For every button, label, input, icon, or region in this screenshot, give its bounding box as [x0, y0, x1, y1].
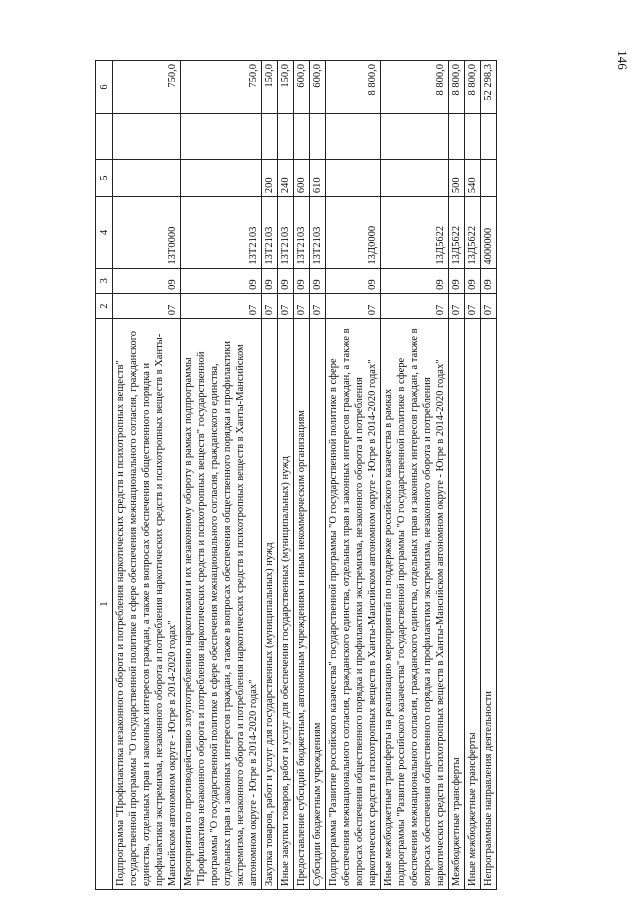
- row-amount: 600,0: [310, 61, 326, 114]
- table-row: [278, 61, 294, 890]
- row-description: Иные межбюджетные трансферты: [465, 319, 481, 890]
- column-header: 1: [96, 319, 113, 890]
- row-empty: [294, 114, 310, 160]
- table-row: [113, 61, 181, 890]
- row-section: 07: [294, 293, 310, 318]
- row-expense-type: 500: [449, 160, 465, 197]
- row-target-code: 4000000: [481, 197, 497, 268]
- row-description: Закупка товаров, работ и услуг для государственных (муниципальных) нужд: [262, 319, 278, 890]
- row-description: Иные межбюджетные трансферты на реализацию мероприятий по поддержке российского казачества в рамках подпрограммы "Развитие российского казачества" государственной программы "О государственной политике в сфере обеспечения межнационального согласия, гражданского единства, отдельных прав и законных интересов граждан, а также в вопросах обеспечения общественного порядка и профилактики экстремизма, незаконного оборота и потребления наркотических средств и психотропных веществ в Ханты-Мансийском автономном округе - Югре в 2014-2020 годах": [381, 319, 449, 890]
- row-section: 07: [181, 293, 262, 318]
- row-expense-type: [181, 160, 262, 197]
- row-expense-type: 200: [262, 160, 278, 197]
- row-subsection: 09: [326, 268, 381, 293]
- row-amount: 8 800,0: [326, 61, 381, 114]
- row-subsection: 09: [481, 268, 497, 293]
- row-section: 07: [262, 293, 278, 318]
- row-target-code: 13Т2103: [262, 197, 278, 268]
- row-empty: [113, 114, 181, 160]
- table-row: [326, 61, 381, 890]
- row-target-code: 13Д5622: [449, 197, 465, 268]
- row-expense-type: 610: [310, 160, 326, 197]
- header-row: [96, 61, 113, 890]
- row-section: 07: [326, 293, 381, 318]
- row-empty: [381, 114, 449, 160]
- row-subsection: 09: [113, 268, 181, 293]
- row-target-code: 13Д5622: [465, 197, 481, 268]
- table-row: [262, 61, 278, 890]
- row-empty: [449, 114, 465, 160]
- row-description: Иные закупки товаров, работ и услуг для обеспечения государственных (муниципальных) нужд: [278, 319, 294, 890]
- row-description: Непрограммные направления деятельности: [481, 319, 497, 890]
- row-subsection: 09: [465, 268, 481, 293]
- row-description: Предоставление субсидий бюджетным, автономным учреждениям и иным некоммерческим организациям: [294, 319, 310, 890]
- row-section: 07: [113, 293, 181, 318]
- row-empty: [326, 114, 381, 160]
- row-amount: 750,0: [113, 61, 181, 114]
- row-subsection: 09: [449, 268, 465, 293]
- row-expense-type: 540: [465, 160, 481, 197]
- row-target-code: 13Т0000: [113, 197, 181, 268]
- row-expense-type: [481, 160, 497, 197]
- row-description: Подпрограмма "Профилактика незаконного оборота и потребления наркотических средств и психотропных веществ" государственной программы "О государственной политике в сфере обеспечения межнационального согласия, гражданского единства, отдельных прав и законных интересов граждан, а также в вопросах обеспечения общественного порядка и профилактики экстремизма, незаконного оборота и потребления наркотических средств и психотропных веществ в Ханты-Мансийском автономном округе - Югре в 2014-2020 годах": [113, 319, 181, 890]
- budget-table-rotated: [95, 60, 610, 890]
- row-target-code: 13Т2103: [310, 197, 326, 268]
- row-target-code: 13Т2103: [294, 197, 310, 268]
- row-empty: [262, 114, 278, 160]
- row-subsection: 09: [294, 268, 310, 293]
- column-header: 6: [96, 61, 113, 114]
- table-row: [449, 61, 465, 890]
- row-target-code: 13Т2103: [278, 197, 294, 268]
- table-row: [181, 61, 262, 890]
- table-row: [310, 61, 326, 890]
- row-section: 07: [310, 293, 326, 318]
- row-section: 07: [449, 293, 465, 318]
- row-amount: 8 800,0: [381, 61, 449, 114]
- row-amount: 8 800,0: [449, 61, 465, 114]
- row-subsection: 09: [278, 268, 294, 293]
- row-amount: 750,0: [181, 61, 262, 114]
- row-target-code: 13Д0000: [326, 197, 381, 268]
- row-target-code: 13Т2103: [181, 197, 262, 268]
- row-expense-type: [113, 160, 181, 197]
- row-subsection: 09: [181, 268, 262, 293]
- row-subsection: 09: [262, 268, 278, 293]
- row-amount: 8 800,0: [465, 61, 481, 114]
- column-header: 3: [96, 268, 113, 293]
- column-header: 5: [96, 160, 113, 197]
- table-row: [481, 61, 497, 890]
- row-empty: [278, 114, 294, 160]
- row-expense-type: [326, 160, 381, 197]
- budget-table: [95, 60, 497, 890]
- row-empty: [481, 114, 497, 160]
- row-empty: [465, 114, 481, 160]
- row-description: Субсидии бюджетным учреждениям: [310, 319, 326, 890]
- row-section: 07: [481, 293, 497, 318]
- row-expense-type: [381, 160, 449, 197]
- row-section: 07: [381, 293, 449, 318]
- row-expense-type: 600: [294, 160, 310, 197]
- page-number: 146: [614, 50, 630, 70]
- row-amount: 52 298,3: [481, 61, 497, 114]
- row-description: Межбюджетные трансферты: [449, 319, 465, 890]
- row-target-code: 13Д5622: [381, 197, 449, 268]
- row-empty: [181, 114, 262, 160]
- row-amount: 150,0: [262, 61, 278, 114]
- row-amount: 600,0: [294, 61, 310, 114]
- table-row: [465, 61, 481, 890]
- row-expense-type: 240: [278, 160, 294, 197]
- row-amount: 150,0: [278, 61, 294, 114]
- row-subsection: 09: [310, 268, 326, 293]
- row-section: 07: [278, 293, 294, 318]
- column-header: 4: [96, 197, 113, 268]
- row-description: Мероприятия по противодействию злоупотреблению наркотиками и их незаконному обороту в рамках подпрограммы "Профилактика незаконного оборота и потребления наркотических средств и психотропных веществ" государственной программы "О государственной политике в сфере обеспечения межнационального согласия, гражданского единства, отдельных прав и законных интересов граждан, а также в вопросах обеспечения общественного порядка и профилактики экстремизма, незаконного оборота и потребления наркотических средств и психотропных веществ в Ханты-Мансийском автономном округе - Югре в 2014-2020 годах": [181, 319, 262, 890]
- column-header: 2: [96, 293, 113, 318]
- column-header: [96, 114, 113, 160]
- row-section: 07: [465, 293, 481, 318]
- row-empty: [310, 114, 326, 160]
- row-subsection: 09: [381, 268, 449, 293]
- table-row: [294, 61, 310, 890]
- table-row: [381, 61, 449, 890]
- row-description: Подпрограмма "Развитие российского казачества" государственной программы "О государственной политике в сфере обеспечения межнационального согласия, гражданского единства, отдельных прав и законных интересов граждан, а также в вопросах обеспечения общественного порядка и профилактики экстремизма, незаконного оборота и потребления наркотических средств и психотропных веществ в Ханты-Мансийском автономном округе - Югре в 2014-2020 годах": [326, 319, 381, 890]
